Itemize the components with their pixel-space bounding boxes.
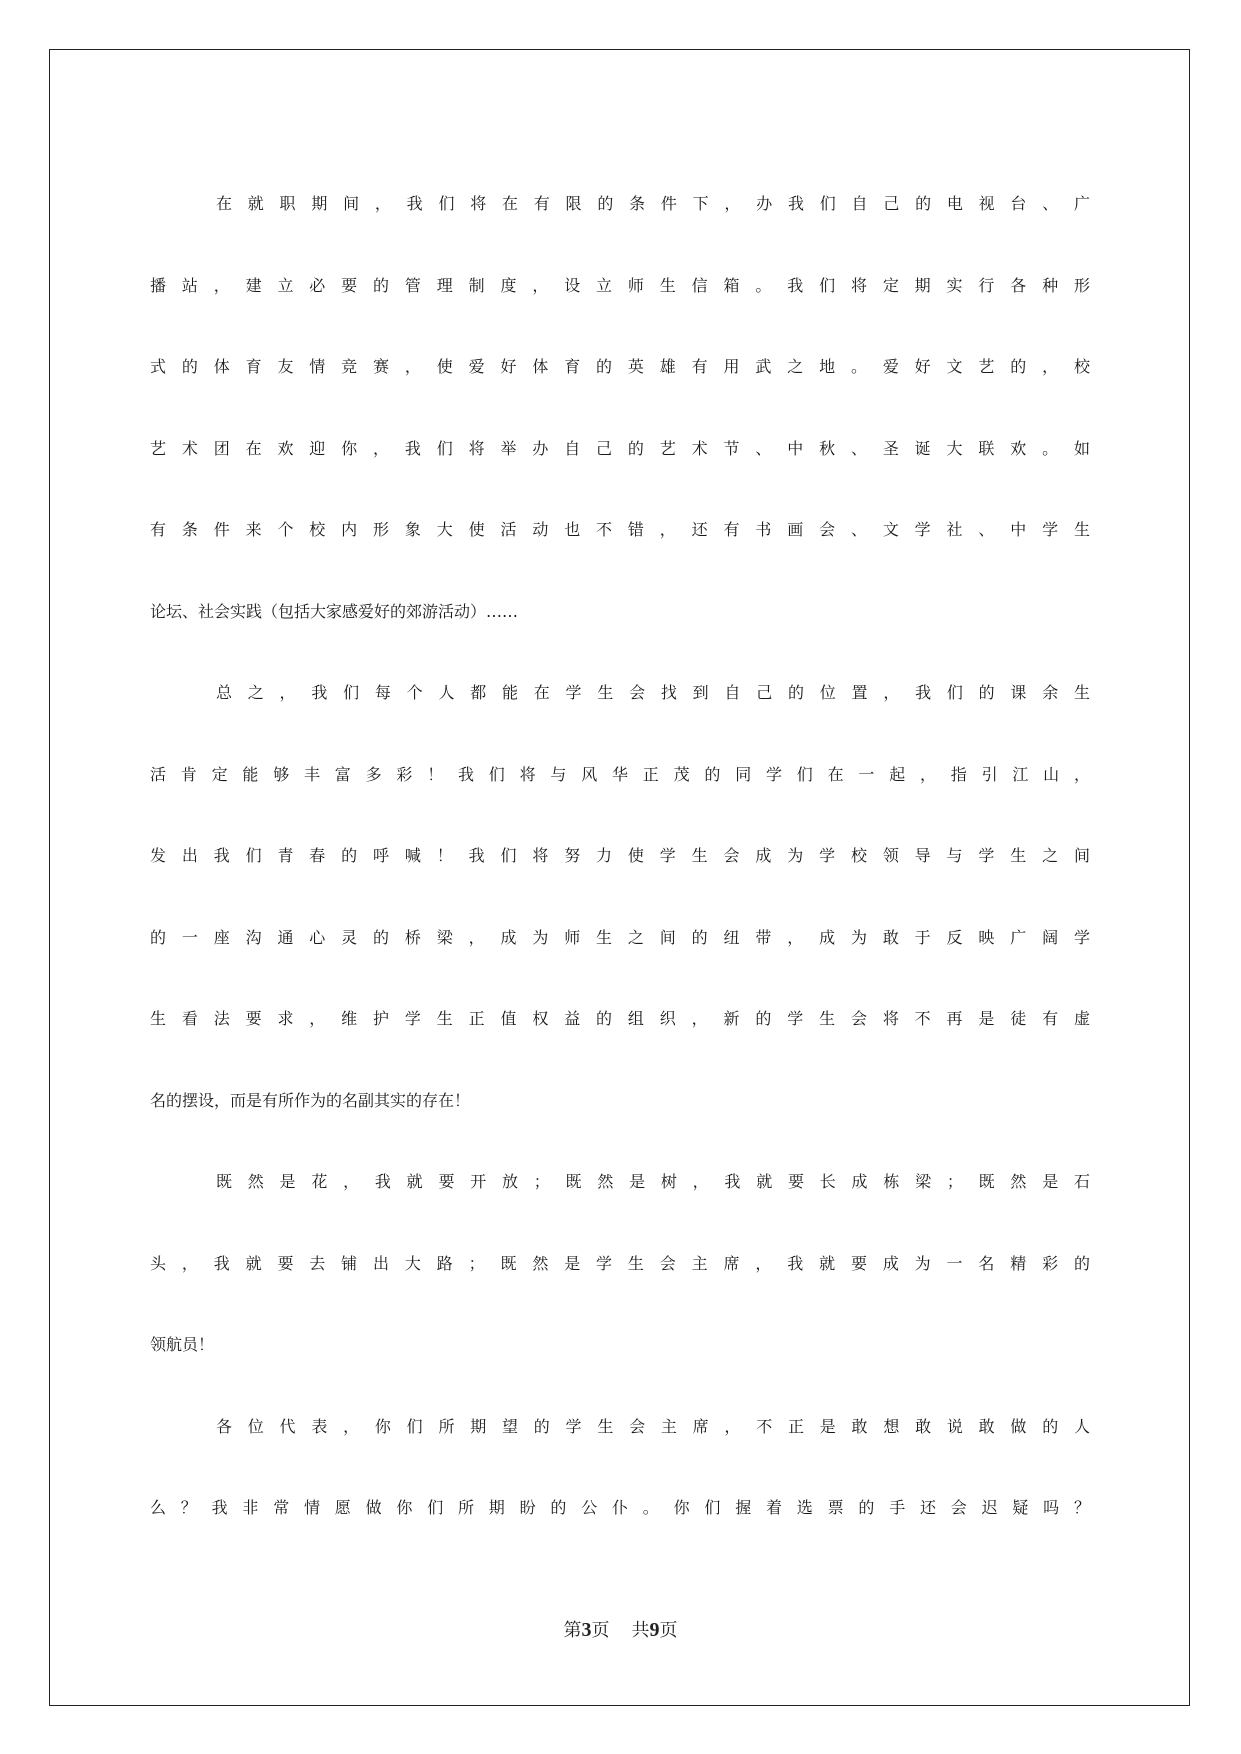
total-unit: 页 — [659, 1620, 678, 1641]
paragraph-1 — [150, 163, 1090, 652]
text-line: 在就职期间，我们将在有限的条件下，办我们自己的电视台、广 — [216, 194, 1090, 213]
text-line: 生看法要求，维护学生正值权益的组织，新的学生会将不再是徒有虚 — [150, 1009, 1090, 1028]
text-line: 既然是花，我就要开放；既然是树，我就要长成栋梁；既然是石 — [216, 1172, 1090, 1191]
text-line: 头，我就要去铺出大路；既然是学生会主席，我就要成为一名精彩的 — [150, 1253, 1090, 1273]
text-line: 的一座沟通心灵的桥梁，成为师生之间的纽带，成为敢于反映广阔学 — [150, 927, 1090, 947]
text-line: 式的体育友情竞赛，使爱好体育的英雄有用武之地。爱好文艺的，校 — [150, 357, 1090, 376]
current-page-number: 3 — [581, 1619, 592, 1641]
text-line: 发出我们青春的呼喊！我们将努力使学生会成为学校领导与学生之间 — [150, 846, 1090, 865]
text-line: 领航员！ — [150, 1335, 215, 1354]
document-body — [150, 163, 1090, 1549]
paragraph-3 — [150, 1141, 1090, 1386]
text-line: 总之，我们每个人都能在学生会找到自己的位置，我们的课余生 — [216, 683, 1090, 702]
text-line: 么？我非常情愿做你们所期盼的公仆。你们握着选票的手还会迟疑吗？ — [150, 1498, 1090, 1517]
page-unit: 页 — [591, 1620, 610, 1641]
text-line: 各位代表，你们所期望的学生会主席，不正是敢想敢说敢做的人 — [216, 1416, 1090, 1436]
page-prefix: 第 — [563, 1620, 582, 1641]
text-line: 活肯定能够丰富多彩！我们将与风华正茂的同学们在一起，指引江山， — [150, 764, 1090, 784]
text-line: 有条件来个校内形象大使活动也不错，还有书画会、文学社、中学生 — [150, 520, 1090, 539]
paragraph-4 — [150, 1386, 1090, 1549]
text-line: 论坛、社会实践（包括大家感爱好的郊游活动）…… — [150, 601, 519, 621]
total-page-count: 9 — [649, 1619, 660, 1641]
text-line: 名的摆设，而是有所作为的名副其实的存在！ — [150, 1090, 471, 1110]
page-footer — [0, 1616, 1241, 1642]
text-line: 艺术团在欢迎你，我们将举办自己的艺术节、中秋、圣诞大联欢。如 — [150, 438, 1090, 458]
text-line: 播站，建立必要的管理制度，设立师生信箱。我们将定期实行各种形 — [150, 275, 1090, 295]
total-prefix: 共 — [631, 1620, 650, 1641]
paragraph-2 — [150, 652, 1090, 1141]
